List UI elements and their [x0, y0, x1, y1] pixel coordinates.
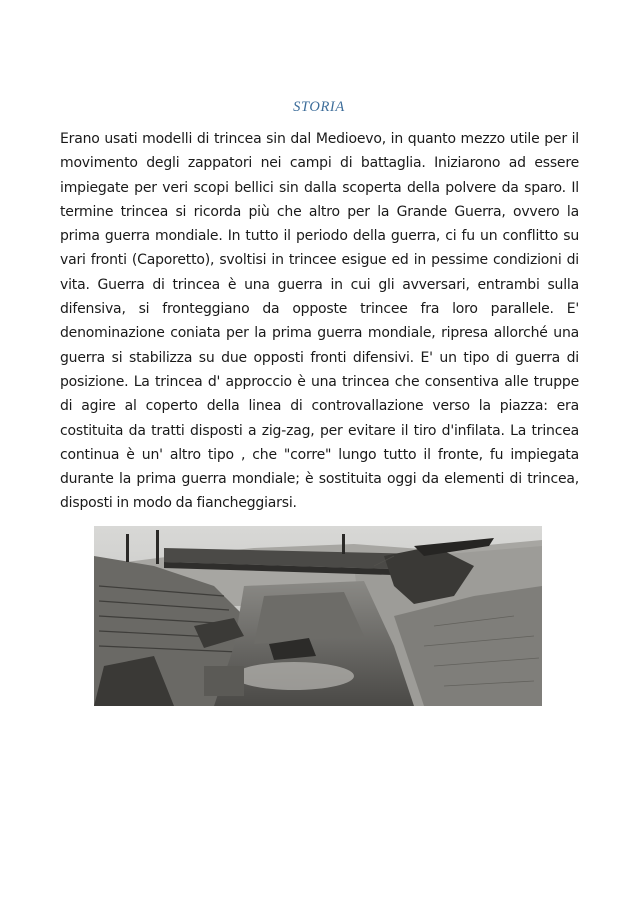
trench-photograph	[94, 526, 542, 706]
section-title: STORIA	[293, 99, 345, 115]
body-paragraph: Erano usati modelli di trincea sin dal Medioevo, in quanto mezzo utile per il movimento degli zappatori nei campi di battaglia. Iniziarono ad essere impiegate per veri scopi bellici sin dalla scoperta della polvere da sparo. Il termine trincea si ricorda più che altro per la Grande Guerra, ovvero la prima guerra mondiale. In tutto il periodo della guerra, ci fu un conflitto su vari fronti (Caporetto), svoltisi in trincee esigue ed in pessime condizioni di vita. Guerra di trincea è una guerra in cui gli avversari, entrambi sulla difensiva, si fronteggiano da opposte trincee fra loro parallele. E' denominazione coniata per la prima guerra mondiale, ripresa allorché una guerra si stabilizza su due opposti fronti difensivi. E' un tipo di guerra di posizione. La trincea d' approccio è una trincea che consentiva alle truppe di agire al coperto della linea di controvallazione verso la piazza: era costituita da tratti disposti a zig-zag, per evitare il tiro d'infilata. La trincea continua è un' altro tipo , che "corre" lungo tutto il fronte, fu impiegata durante la prima guerra mondiale; è sostituita oggi da elementi di trincea, disposti in modo da fiancheggiarsi.	[60, 131, 579, 512]
